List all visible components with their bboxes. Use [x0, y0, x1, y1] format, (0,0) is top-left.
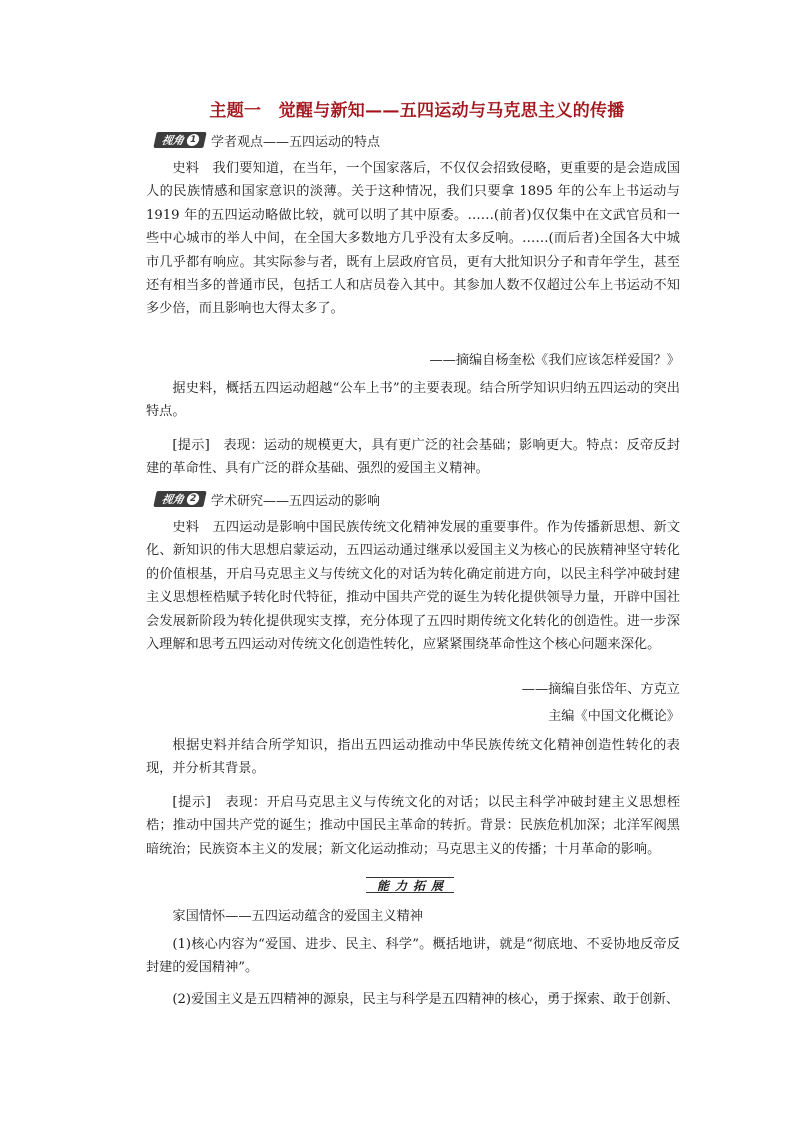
ability-extension-banner: 能力拓展	[366, 877, 454, 893]
angle-badge-number: 2	[186, 493, 201, 505]
angle-badge-label: 视角	[160, 134, 186, 147]
section1-heading-row	[155, 130, 380, 150]
extension-item-1: (1)核心内容为“爱国、进步、民主、科学”。概括地讲，就是“彻底地、不妥协地反帝反封建的爱国精神”。	[146, 937, 680, 976]
material-label: 史料	[172, 520, 200, 535]
page-title: 主题一 觉醒与新知——五四运动与马克思主义的传播	[209, 101, 625, 121]
material-text: 我们要知道，在当年，一个国家落后，不仅仅会招致侵略，更重要的是会造成国人的民族情感和国家意识的淡薄。关于这种情况，我们只要拿 1895 年的公车上书运动与 1919 年的五四运动略做比较，就可以明了其中原委。……(前者)仅仅集中在文武官员和一些中心城市的举人中间，在全国大多数地方几乎没有太多反响。……(而后者)全国各大中城市几乎都有响应。其实际参与者，既有上层政府官员，更有大批知识分子和青年学生，甚至还有相当多的普通市民，包括工人和店员卷入其中。其参加人数不仅超过公车上书运动不知多少倍，而且影响也大得太多了。	[146, 161, 681, 317]
section2-source-line2: 主编《中国文化概论》	[548, 709, 680, 724]
angle-badge-2	[153, 491, 206, 507]
hint-label: [提示]	[172, 795, 211, 810]
section2-heading: 学术研究——五四运动的影响	[211, 493, 381, 509]
hint-text: 表现：开启马克思主义与传统文化的对话；以民主科学冲破封建主义思想桎梏；推动中国共产党的诞生；推动中国民主革命的转折。背景：民族危机加深；北洋军阀黑暗统治；民族资本主义的发展；新文化运动推动；马克思主义的传播；十月革命的影响。	[146, 795, 681, 857]
section1-source: ——摘编自杨奎松《我们应该怎样爱国？》	[429, 353, 680, 368]
extension-item-2: (2)爱国主义是五四精神的源泉，民主与科学是五四精神的核心，勇于探索、敢于创新、	[172, 992, 680, 1007]
section2-source-line1: ——摘编自张岱年、方克立	[521, 682, 680, 697]
hint-text: 表现：运动的规模更大，具有更广泛的社会基础；影响更大。特点：反帝反封建的革命性、具有广泛的群众基础、强烈的爱国主义精神。	[146, 438, 680, 477]
angle-badge-1	[153, 132, 206, 148]
extension-heading: 家国情怀——五四运动蕴含的爱国主义精神	[172, 909, 423, 924]
angle-badge-number: 1	[186, 134, 201, 146]
section2-question: 根据史料并结合所学知识，指出五四运动推动中华民族传统文化精神创造性转化的表现，并分析其背景。	[146, 738, 680, 777]
section1-material	[146, 157, 680, 321]
section1-question: 据史料，概括五四运动超越“公车上书”的主要表现。结合所学知识归纳五四运动的突出特点。	[146, 381, 680, 420]
material-label: 史料	[172, 161, 200, 176]
angle-badge-label: 视角	[160, 493, 186, 506]
material-text: 五四运动是影响中国民族传统文化精神发展的重要事件。作为传播新思想、新文化、新知识的伟大思想启蒙运动，五四运动通过继承以爱国主义为核心的民族精神坚守转化的价值根基，开启马克思主义与传统文化的对话为转化确定前进方向，以民主科学冲破封建主义思想桎梏赋予转化时代特征，推动中国共产党的诞生为转化提供领导力量，开辟中国社会发展新阶段为转化提供现实支撑，充分体现了五四时期传统文化转化的创造性。进一步深入理解和思考五四运动对传统文化创造性转化，应紧紧围绕革命性这个核心问题来深化。	[146, 520, 681, 653]
section1-heading: 学者观点——五四运动的特点	[211, 134, 381, 150]
section2-hint	[146, 791, 680, 861]
section2-material	[146, 516, 680, 656]
section2-heading-row	[155, 489, 380, 509]
section1-hint	[146, 434, 680, 481]
hint-label: [提示]	[172, 438, 210, 453]
